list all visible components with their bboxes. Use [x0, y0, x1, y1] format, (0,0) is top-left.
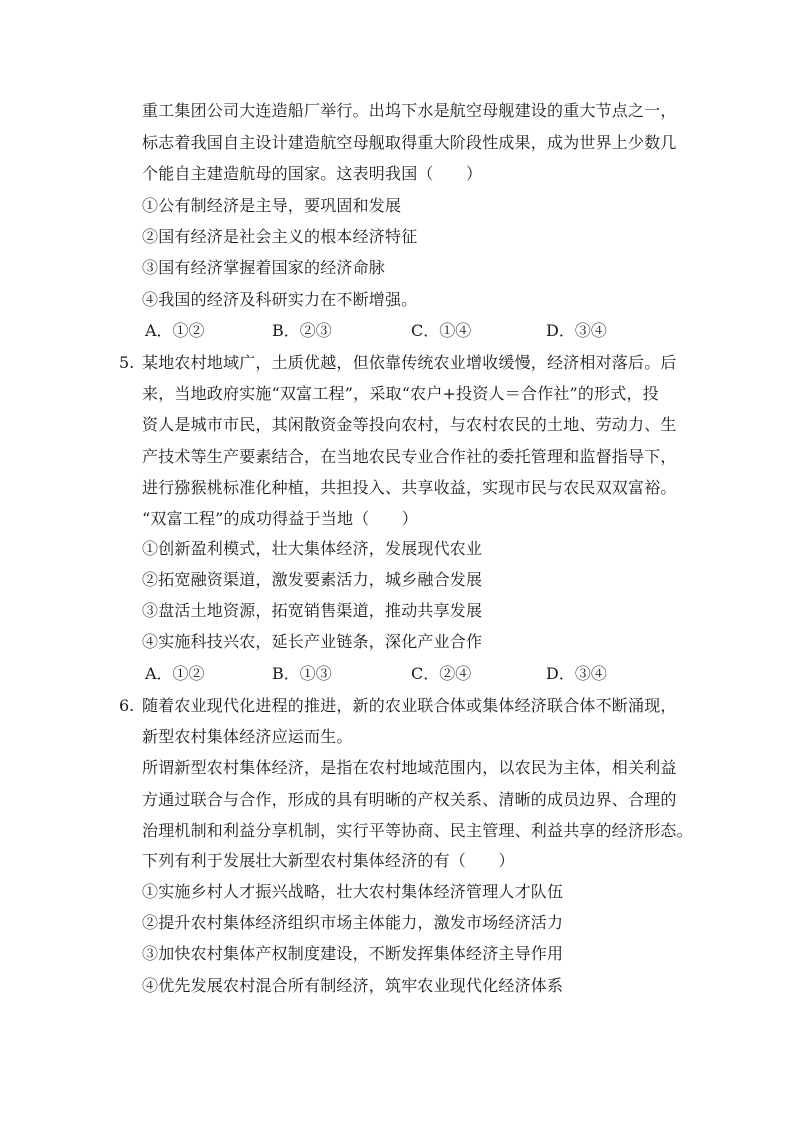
q5-stem-line-5: 进行猕猴桃标准化种植，共担投入、共享收益，实现市民与农民双双富裕。 [142, 478, 677, 497]
q5-option-c: C．②④ [411, 664, 472, 683]
q5-item-1: ①创新盈利模式，壮大集体经济，发展现代农业 [142, 539, 483, 558]
q6-number: 6. [119, 696, 135, 715]
q5-stem-line-4: 产技术等生产要素结合，在当地农民专业合作社的委托管理和监督指导下， [142, 447, 677, 466]
q6-item-1: ①实施乡村人才振兴战略，壮大农村集体经济管理人才队伍 [142, 882, 564, 901]
q4-stem-line-3: 个能自主建造航母的国家。这表明我国（ ） [142, 164, 483, 183]
q5-option-b: B．①③ [272, 664, 332, 683]
q4-item-1: ①公有制经济是主导，要巩固和发展 [142, 196, 402, 215]
q6-stem-line-1: 随着农业现代化进程的推进，新的农业联合体或集体经济联合体不断涌现， [142, 696, 677, 715]
q6-stem-line-6: 下列有利于发展壮大新型农村集体经济的有（ ） [142, 851, 515, 870]
q5-option-d: D．③④ [546, 664, 607, 683]
q4-stem-line-2: 标志着我国自主设计建造航空母舰取得重大阶段性成果，成为世界上少数几 [142, 133, 677, 152]
q5-stem-line-2: 来，当地政府实施“双富工程”，采取“农户+投资人＝合作社”的形式，投 [142, 384, 659, 403]
q6-stem-line-2: 新型农村集体经济应运而生。 [142, 727, 353, 746]
q5-option-a: A．①② [145, 664, 205, 683]
q4-stem-line-1: 重工集团公司大连造船厂举行。出坞下水是航空母舰建设的重大节点之一， [142, 101, 677, 120]
q4-option-c: C．①④ [411, 321, 472, 340]
q4-option-d: D．③④ [546, 321, 607, 340]
q4-item-2: ②国有经济是社会主义的根本经济特征 [142, 227, 418, 246]
q5-stem-line-6: “双富工程”的成功得益于当地（ ） [142, 509, 418, 528]
q5-number: 5. [119, 353, 135, 372]
q5-item-2: ②拓宽融资渠道，激发要素活力，城乡融合发展 [142, 570, 483, 589]
q6-item-4: ④优先发展农村混合所有制经济，筑牢农业现代化经济体系 [142, 976, 564, 995]
q4-option-b: B．②③ [272, 321, 332, 340]
q6-item-2: ②提升农村集体经济组织市场主体能力，激发市场经济活力 [142, 913, 564, 932]
q4-item-3: ③国有经济掌握着国家的经济命脉 [142, 258, 386, 277]
q5-item-4: ④实施科技兴农，延长产业链条，深化产业合作 [142, 632, 483, 651]
q5-stem-line-1: 某地农村地域广，土质优越，但依靠传统农业增收缓慢，经济相对落后。后 [142, 353, 677, 372]
q5-stem-line-3: 资人是城市市民，其闲散资金等投向农村，与农村农民的土地、劳动力、生 [142, 415, 677, 434]
q6-item-3: ③加快农村集体产权制度建设，不断发挥集体经济主导作用 [142, 944, 564, 963]
q4-item-4: ④我国的经济及科研实力在不断增强。 [142, 290, 418, 309]
q6-stem-line-5: 治理机制和利益分享机制，实行平等协商、民主管理、利益共享的经济形态。 [142, 821, 693, 840]
q5-item-3: ③盘活土地资源，拓宽销售渠道，推动共享发展 [142, 601, 483, 620]
q6-stem-line-4: 方通过联合与合作，形成的具有明晰的产权关系、清晰的成员边界、合理的 [142, 790, 677, 809]
q6-stem-line-3: 所谓新型农村集体经济，是指在农村地域范围内，以农民为主体，相关利益 [142, 758, 677, 777]
q4-option-a: A．①② [145, 321, 205, 340]
